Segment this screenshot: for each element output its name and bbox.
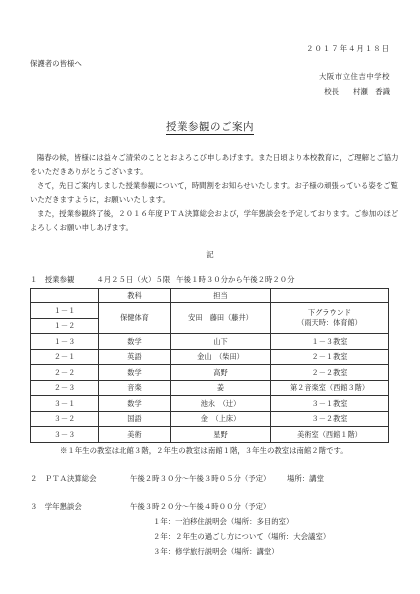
list-item: ２年：２年生の過ごし方について（場所：大会議室） — [153, 532, 331, 541]
subject-cell: 英語 — [99, 349, 171, 365]
section-class-observation — [30, 276, 295, 283]
title-text: 授業参観のご案内 — [166, 121, 254, 133]
section1-heading: １ 授業参観 — [30, 275, 75, 284]
class-cell: ３－２ — [31, 411, 99, 427]
section-pta-meeting — [30, 475, 400, 485]
teacher-cell: 金 （上床） — [171, 411, 271, 427]
school-name: 大阪市立住吉中学校 — [318, 72, 390, 81]
table-row — [31, 334, 389, 350]
list-item: １年：一泊移住説明会（場所：多目的室） — [153, 517, 294, 526]
header-class — [31, 289, 99, 303]
subject-cell: 美術 — [99, 427, 171, 443]
section2-heading: ２ ＰＴＡ決算総会 — [30, 474, 97, 483]
header-room — [271, 289, 389, 303]
room-cell: 第２音楽室（西館３階） — [271, 380, 389, 396]
section1-time: 午後１時３０分から午後２時２０分 — [176, 275, 295, 284]
class-cell: １－２ — [31, 318, 99, 334]
table-row — [31, 427, 389, 443]
subject-cell: 数学 — [99, 396, 171, 412]
section2-time: 午後２時３０分～午後３時０５分（予定） — [130, 474, 271, 483]
table-row — [31, 303, 389, 319]
subject-cell: 国語 — [99, 411, 171, 427]
section1-date: ４月２５日（火）５限 — [96, 275, 171, 284]
teacher-cell: 池永 （辻） — [171, 396, 271, 412]
room-cell: ２－１教室 — [271, 349, 389, 365]
subject-cell: 数学 — [99, 334, 171, 350]
section-grade-meeting — [30, 503, 400, 513]
class-cell: ３－１ — [31, 396, 99, 412]
class-cell: ２－１ — [31, 349, 99, 365]
meeting-paragraph: また，授業参観終了後，２０１６年度ＰＴＡ決算総会および，学年懇談会を予定しております。ご参加のほどよろしくお願い申しあげます。 — [30, 209, 399, 232]
principal-line — [324, 88, 390, 95]
class-cell: ３－３ — [31, 427, 99, 443]
pe-rain-place: （雨天時：体育館） — [297, 318, 362, 327]
teacher-cell: 星野 — [171, 427, 271, 443]
principal-name: 村瀬 香識 — [353, 87, 390, 96]
room-cell: ３－２教室 — [271, 411, 389, 427]
room-cell: 美術室（西館１階） — [271, 427, 389, 443]
schedule-table — [30, 288, 389, 443]
class-cell: ２－３ — [31, 380, 99, 396]
section3-heading: ３ 学年懇談会 — [30, 502, 82, 511]
class-cell: ２－２ — [31, 365, 99, 381]
addressee: 保護者の皆様へ — [30, 59, 82, 68]
class-cell: １－１ — [31, 303, 99, 319]
class-cell: １－３ — [31, 334, 99, 350]
list-item: ３年：修学旅行説明会（場所：講堂） — [153, 547, 279, 556]
teacher-cell: 安田 藤田（藤井） — [171, 303, 271, 334]
table-row — [31, 380, 389, 396]
room-cell: １－３教室 — [271, 334, 389, 350]
document-title — [0, 122, 420, 133]
table-row — [31, 349, 389, 365]
teacher-cell: 金山 （柴田） — [171, 349, 271, 365]
table-row — [31, 411, 389, 427]
schedule-paragraph: さて，先日ご案内しました授業参観について，時間割をお知らせいたします。お子様の頑張っている姿をご覧いただきますように，お願いいたします。 — [30, 181, 398, 204]
room-cell: ３－１教室 — [271, 396, 389, 412]
table-row — [31, 396, 389, 412]
subject-cell: 保健体育 — [99, 303, 171, 334]
subject-cell: 数学 — [99, 365, 171, 381]
teacher-cell: 高野 — [171, 365, 271, 381]
header-teacher: 担当 — [171, 289, 271, 303]
classroom-note: ※１年生の教室は北館３階，２年生の教室は南館１階，３年生の教室は南館２階です。 — [60, 446, 348, 455]
table-row — [31, 365, 389, 381]
teacher-cell: 姜 — [171, 380, 271, 396]
greeting-paragraph: 陽春の候，皆様には益々ご清栄のこととおよろこび申しあげます。また日頃より本校教育に，ご理解とご協力をいただきありがとうございます。 — [30, 153, 399, 176]
letter-date: ２０１７年４月１８日 — [306, 44, 390, 53]
header-subject: 教科 — [99, 289, 171, 303]
pe-place: 下グラウンド — [307, 308, 352, 317]
room-cell: ２－２教室 — [271, 365, 389, 381]
section2-place: 場所：講堂 — [287, 474, 324, 483]
teacher-cell: 山下 — [171, 334, 271, 350]
section3-time: 午後３時２０分～午後４時００分（予定） — [130, 502, 271, 511]
room-cell — [271, 303, 389, 334]
ki-marker: 記 — [206, 250, 214, 259]
table-header-row — [31, 289, 389, 303]
principal-title: 校長 — [324, 87, 340, 96]
subject-cell: 音楽 — [99, 380, 171, 396]
